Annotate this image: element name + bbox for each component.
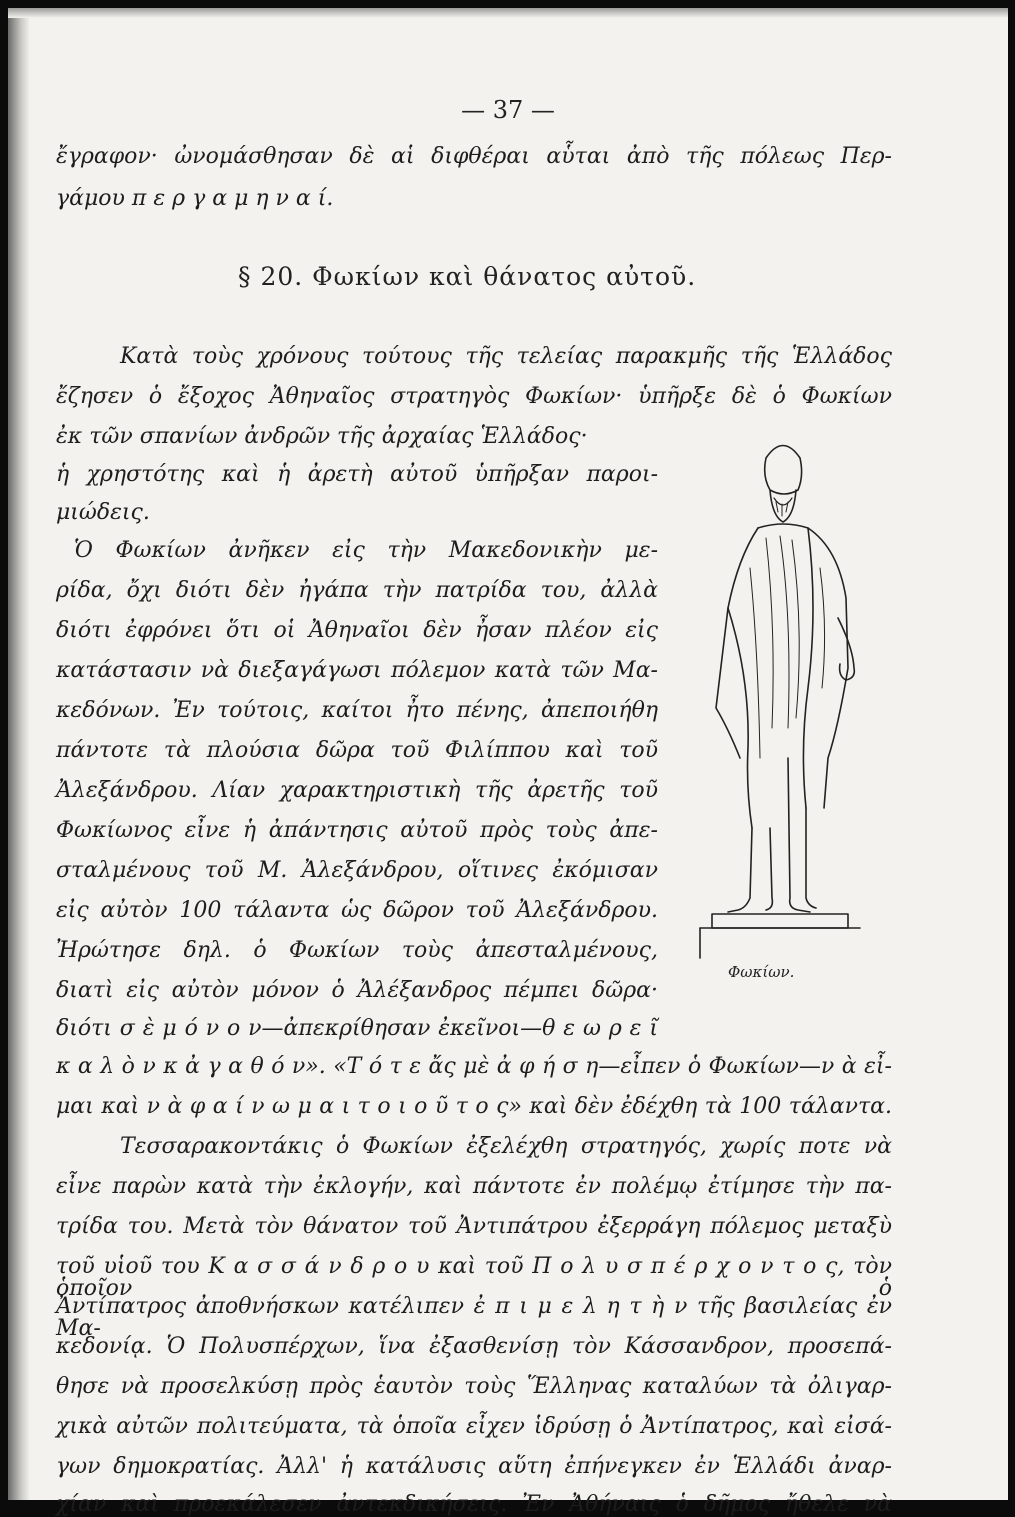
text-line: Ἀλεξάνδρου. Λίαν χαρακτηριστικὴ τῆς ἀρετῆς τοῦ — [56, 778, 658, 803]
page-number: — 37 — — [461, 96, 555, 124]
text-line: σταλμένους τοῦ Μ. Ἀλεξάνδρου, οἵτινες ἐκόμισαν — [56, 858, 658, 883]
text-line: τοῦ υἱοῦ του Κ α σ σ ά ν δ ρ ο υ καὶ τοῦ Π ο λ υ σ π έ ρ χ ο ν τ ο ς, τὸν ὁποῖον ὁ — [56, 1254, 892, 1301]
figure-caption: Φωκίων. — [728, 963, 795, 981]
text-line: Τεσσαρακοντάκις ὁ Φωκίων ἐξελέχθη στρατηγός, χωρίς ποτε νὰ — [120, 1134, 892, 1159]
text-line: κεδονίᾳ. Ὁ Πολυσπέρχων, ἵνα ἐξασθενίσῃ τὸν Κάσσανδρον, προσεπά- — [56, 1334, 892, 1359]
text-line: γων δημοκρατίας. Ἀλλ' ἡ κατάλυσις αὕτη ἐπήνεγκεν ἐν Ἑλλάδι ἀναρ- — [56, 1454, 892, 1479]
text-line: χίαν καὶ προεκάλεσεν ἀντεκδικήσεις. Ἐν Ἀθήναις ὁ δῆμος ἤθελε νὰ — [56, 1492, 892, 1517]
text-line: ἔζησεν ὁ ἔξοχος Ἀθηναῖος στρατηγὸς Φωκίων· ὑπῆρξε δὲ ὁ Φωκίων — [56, 384, 892, 409]
text-line: πάντοτε τὰ πλούσια δῶρα τοῦ Φιλίππου καὶ τοῦ — [56, 738, 658, 763]
text-line: ἔγραφον· ὠνομάσθησαν δὲ αἱ διφθέραι αὗται ἀπὸ τῆς πόλεως Περ- — [56, 144, 892, 169]
text-line: τρίδα του. Μετὰ τὸν θάνατον τοῦ Ἀντιπάτρου ἐξερράγη πόλεμος μεταξὺ — [56, 1214, 892, 1239]
text-line: ἐκ τῶν σπανίων ἀνδρῶν τῆς ἀρχαίας Ἑλλάδος· — [56, 424, 588, 449]
text-line: κεδόνων. Ἐν τούτοις, καίτοι ἦτο πένης, ἀπεποιήθη — [56, 698, 658, 723]
text-line: θησε νὰ προσελκύσῃ πρὸς ἑαυτὸν τοὺς Ἕλληνας καταλύων τὰ ὀλιγαρ- — [56, 1374, 892, 1399]
text-line: Κατὰ τοὺς χρόνους τούτους τῆς τελείας παρακμῆς τῆς Ἑλλάδος — [120, 344, 892, 369]
text-line: Φωκίωνος εἶνε ἡ ἀπάντησις αὐτοῦ πρὸς τοὺς ἀπε- — [56, 818, 658, 843]
section-heading: § 20. Φωκίων καὶ θάνατος αὐτοῦ. — [238, 262, 697, 291]
text-line: μαι καὶ ν ὰ φ α ί ν ω μ α ι τ ο ι ο ῦ τ ο ς» καὶ δὲν ἐδέχθη τὰ 100 τάλαντα. — [56, 1094, 892, 1119]
text-line: χικὰ αὐτῶν πολιτεύματα, τὰ ὁποῖα εἶχεν ἱδρύσῃ ὁ Ἀντίπατρος, καὶ εἰσά- — [56, 1414, 892, 1439]
text-line: διατὶ εἰς αὐτὸν μόνον ὁ Ἀλέξανδρος πέμπει δῶρα· — [56, 978, 658, 1003]
text-line: κ α λ ὸ ν κ ἀ γ α θ ό ν». «Τ ό τ ε ἄς μὲ ἀ φ ή σ η—εἶπεν ὁ Φωκίων—ν ὰ εἶ- — [56, 1054, 892, 1079]
text-line: διότι σ ὲ μ ό ν ο ν—ἀπεκρίθησαν ἐκεῖνοι—θ ε ω ρ ε ῖ — [56, 1016, 658, 1041]
text-line: διότι ἐφρόνει ὅτι οἱ Ἀθηναῖοι δὲν ἦσαν πλέον εἰς — [56, 618, 658, 643]
text-line: Ἀντίπατρος ἀποθνήσκων κατέλιπεν ἐ π ι μ ε λ η τ ὴ ν τῆς βασιλείας ἐν Μα- — [56, 1294, 892, 1341]
book-page — [8, 8, 1008, 1517]
page-binding-shadow — [8, 8, 30, 1500]
page-top-shadow — [8, 8, 1008, 18]
text-line: εἶνε παρὼν κατὰ τὴν ἐκλογήν, καὶ πάντοτε ἐν πολέμῳ ἐτίμησε τὴν πα- — [56, 1174, 892, 1199]
text-line: εἰς αὐτὸν 100 τάλαντα ὡς δῶρον τοῦ Ἀλεξάνδρου. — [56, 898, 658, 923]
text-line: ρίδα, ὄχι διότι δὲν ἠγάπα τὴν πατρίδα του, ἀλλὰ — [56, 578, 658, 603]
text-line: Ἠρώτησε δηλ. ὁ Φωκίων τοὺς ἀπεσταλμένους, — [56, 938, 658, 963]
text-line: ἡ χρηστότης καὶ ἡ ἀρετὴ αὐτοῦ ὑπῆρξαν παροι- — [56, 462, 658, 487]
text-line: Ὁ Φωκίων ἀνῆκεν εἰς τὴν Μακεδονικὴν με- — [74, 538, 658, 563]
phocion-statue-illustration — [688, 428, 878, 968]
text-line: γάμου π ε ρ γ α μ η ν α ί. — [56, 186, 334, 211]
text-line: κατάστασιν νὰ διεξαγάγωσι πόλεμον κατὰ τῶν Μα- — [56, 658, 658, 683]
text-line: μιώδεις. — [56, 500, 150, 525]
